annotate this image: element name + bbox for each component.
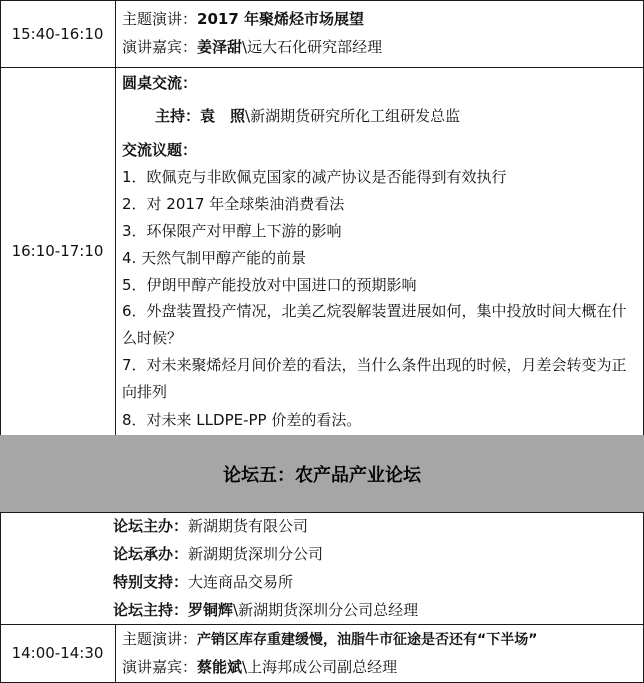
topics-label: 交流议题：: [122, 141, 198, 159]
topic-line: [122, 629, 638, 649]
topic-title: 2017 年聚烯烃市场展望: [197, 10, 364, 28]
organizer-line: [113, 516, 638, 536]
co-organizer-value: 新湖期货深圳分公司: [188, 545, 324, 563]
topic-item: 3．环保限产对甲醇上下游的影响: [122, 222, 342, 240]
forum-title: 论坛五：农产品产业论坛: [223, 464, 421, 486]
topic-item: 1．欧佩克与非欧佩克国家的减产协议是否能得到有效执行: [122, 168, 507, 186]
topic-label: 主题演讲：: [122, 630, 198, 648]
session-content: [122, 0, 638, 67]
roundtable-label: 圆桌交流：: [122, 74, 198, 92]
organizer-label: 论坛主办：: [113, 517, 189, 535]
topic-item: 7．对未来聚烯烃月间价差的看法，当什么条件出现的时候，月差会转变为正向排列: [122, 356, 627, 401]
sponsor-value: 大连商品交易所: [188, 573, 294, 591]
session-time: 16:10-17:10: [11, 242, 104, 260]
speaker-org: \远大石化研究部经理: [242, 38, 383, 56]
session-content: [122, 67, 638, 435]
column-divider: [115, 0, 116, 435]
host-label: 主持：: [155, 107, 201, 125]
topic-line: [122, 9, 638, 29]
speaker-line: [122, 37, 638, 57]
session-time: 15:40-16:10: [11, 24, 104, 43]
speaker-name: 姜泽甜: [197, 38, 243, 56]
speaker-line: [122, 657, 638, 677]
session-time: 14:00-14:30: [11, 644, 104, 662]
host-line: [155, 106, 638, 126]
speaker-name: 蔡能斌: [197, 658, 243, 676]
sponsor-line: [113, 572, 638, 592]
host-org: \新湖期货研究所化工组研发总监: [245, 107, 461, 125]
organizer-value: 新湖期货有限公司: [188, 517, 309, 535]
session-content: [122, 624, 638, 682]
forum-host-name: 罗铜辉: [188, 601, 234, 619]
column-divider: [115, 624, 116, 683]
co-organizer-line: [113, 544, 638, 564]
speaker-org: \上海邦成公司副总经理: [242, 658, 398, 676]
speaker-label: 演讲嘉宾：: [122, 658, 198, 676]
topic-item: 4. 天然气制甲醇产能的前景: [122, 249, 307, 267]
forum-host-line: [113, 600, 638, 620]
forum-info: [113, 512, 638, 624]
forum-host-org: \新湖期货深圳分公司总经理: [233, 601, 419, 619]
topic-label: 主题演讲：: [122, 10, 198, 28]
forum-title-band: [0, 435, 644, 512]
topic-item: 8．对未来 LLDPE-PP 价差的看法。: [122, 411, 362, 429]
topic-title: 产销区库存重建缓慢，油脂牛市征途是否还有“下半场”: [197, 632, 538, 648]
co-organizer-label: 论坛承办：: [113, 545, 189, 563]
topic-item: 5．伊朗甲醇产能投放对中国进口的预期影响: [122, 276, 417, 294]
host-name: 袁 照: [200, 107, 246, 125]
speaker-label: 演讲嘉宾：: [122, 38, 198, 56]
sponsor-label: 特别支持：: [113, 573, 189, 591]
forum-host-label: 论坛主持：: [113, 601, 189, 619]
topic-item: 2．对 2017 年全球柴油消费看法: [122, 195, 345, 213]
topic-item: 6．外盘装置投产情况，北美乙烷裂解装置进展如何，集中投放时间大概在什么时候？: [122, 302, 627, 347]
